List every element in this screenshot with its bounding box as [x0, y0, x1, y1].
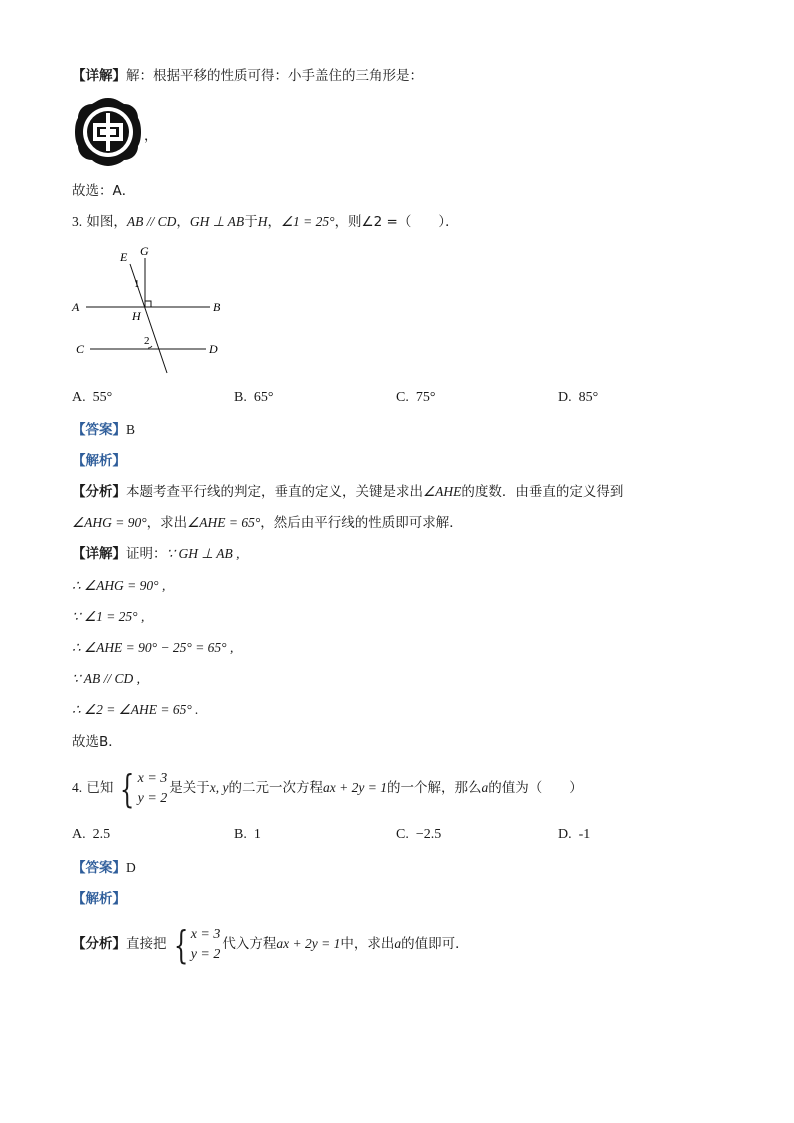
stem-math: AB // CD — [126, 214, 177, 229]
question-number: 3. — [72, 214, 83, 229]
fenxi-line-q4: 【分析】直接把 { x = 3 y = 2 代入方程ax + 2y = 1中，求出a的值即可． — [72, 922, 469, 967]
answer-line-q4 — [72, 858, 136, 878]
question-4-stem: 4. 已知 { x = 3 y = 2 是关于x, y的二元一次方程ax + 2y = 1的一个解，那么a的值为（ ） — [72, 766, 583, 811]
label-d: D — [209, 342, 218, 356]
question-3-stem — [72, 212, 459, 232]
analysis-tag-q4: 【解析】 — [72, 891, 126, 907]
option-a[interactable]: A. 2.5 — [72, 827, 111, 842]
option-b[interactable]: B. 1 — [234, 827, 261, 842]
option-b[interactable]: B. 65° — [234, 390, 274, 405]
label-angle-2: 2 — [144, 335, 150, 347]
detail-text: 解：根据平移的性质可得：小手盖住的三角形是： — [126, 68, 423, 84]
detail-line-q3: 【详解】证明：∵ GH ⊥ AB , — [72, 546, 240, 562]
answer-value: D — [126, 860, 136, 875]
proof-line: ∴ ∠AHG = 90° , — [72, 578, 166, 593]
figure-trailing-punct: ， — [144, 128, 158, 144]
proof-line: ∴ ∠AHE = 90° − 25° = 65° , — [72, 640, 234, 655]
stem-math: H — [257, 214, 268, 229]
stem-math: ∠1 = 25° — [280, 214, 335, 229]
detail-tag: 【详解】 — [72, 68, 126, 84]
fenxi-tag: 【分析】 — [72, 936, 126, 952]
stem-text: 如图， — [86, 214, 127, 230]
label-a: A — [72, 300, 80, 314]
option-c[interactable]: C. 75° — [396, 390, 436, 405]
detail-tag: 【详解】 — [72, 546, 126, 562]
option-a[interactable]: A. 55° — [72, 390, 113, 405]
answer-value: B — [126, 422, 136, 437]
fenxi-tag: 【分析】 — [72, 484, 126, 500]
right-angle-mark — [145, 301, 151, 307]
option-c[interactable]: C. −2.5 — [396, 827, 442, 842]
answer-tag: 【答案】 — [72, 860, 126, 876]
circular-lattice-emblem-icon — [72, 96, 144, 168]
equation-system: { x = 3 y = 2 — [120, 766, 168, 811]
option-d[interactable]: D. 85° — [558, 390, 599, 405]
label-h: H — [132, 309, 141, 323]
fenxi-line-2: ∠AHG = 90°，求出∠AHE = 65°，然后由平行线的性质即可求解． — [72, 515, 463, 531]
label-g: G — [140, 244, 149, 258]
fenxi-line-1: 【分析】本题考查平行线的判定，垂直的定义，关键是求出∠AHE的度数．由垂直的定义得到 — [72, 484, 624, 500]
answer-line-q3 — [72, 420, 135, 440]
stem-math: GH ⊥ AB — [189, 214, 245, 229]
option-d[interactable]: D. -1 — [558, 827, 591, 842]
label-e: E — [120, 250, 128, 264]
stem-text: ， — [176, 214, 190, 230]
parallel-lines-figure — [68, 240, 228, 380]
proof-line: ∴ ∠2 = ∠AHE = 65° . — [72, 702, 199, 717]
proof-line: ∵ ∠1 = 25° , — [72, 609, 145, 624]
label-angle-1: 1 — [134, 278, 140, 290]
detail-line-q2 — [72, 66, 423, 86]
equation-system: { x = 3 y = 2 — [173, 922, 221, 967]
label-b: B — [213, 300, 221, 314]
choice-line-q3: 故选B． — [72, 734, 122, 750]
question-number: 4. — [72, 780, 83, 795]
answer-tag: 【答案】 — [72, 422, 126, 438]
proof-line: ∵ AB // CD , — [72, 671, 140, 686]
label-c: C — [76, 342, 85, 356]
stem-text: ，则∠2 =（ ）． — [334, 214, 459, 230]
choice-line-q2: 故选：A． — [72, 183, 136, 199]
stem-text: ， — [267, 214, 281, 230]
analysis-tag-q3: 【解析】 — [72, 453, 126, 469]
stem-text: 于 — [244, 214, 258, 230]
